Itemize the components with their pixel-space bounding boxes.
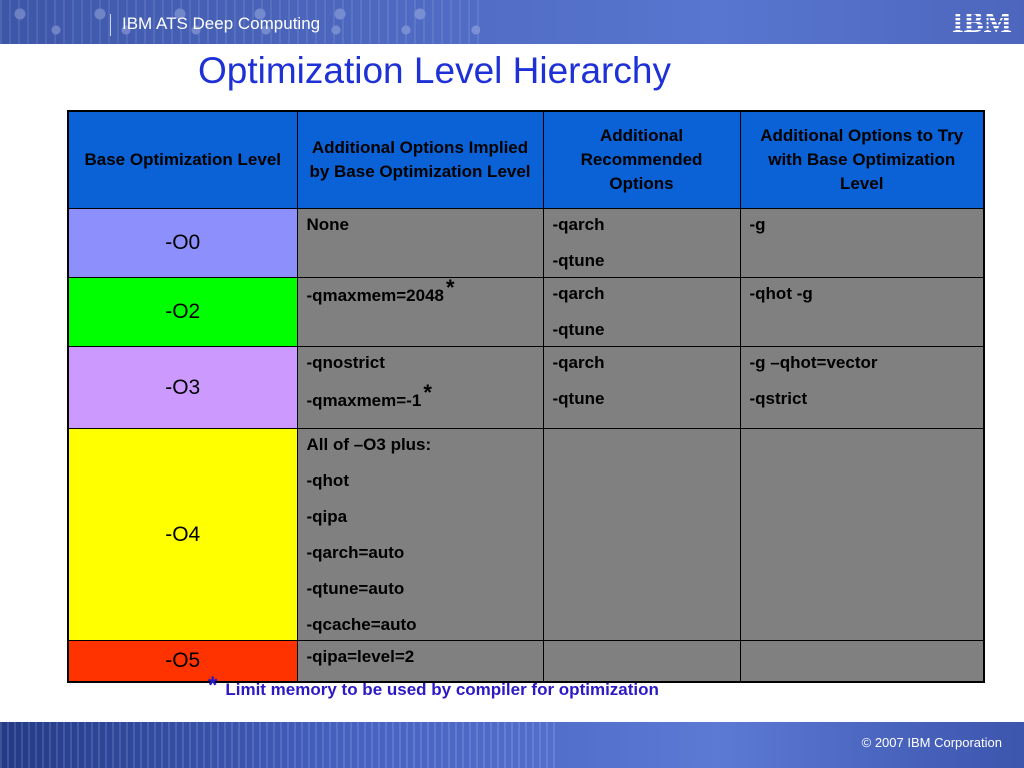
option-line — [307, 433, 535, 457]
recommended-options-cell — [543, 209, 740, 278]
option-text: -qcache=auto — [306, 615, 417, 634]
option-line — [553, 351, 732, 375]
option-text: -qmaxmem=-1 — [306, 391, 422, 410]
option-text: -qarch — [552, 284, 605, 303]
header-title: IBM ATS Deep Computing — [122, 14, 321, 33]
try-options-cell — [740, 278, 984, 347]
option-line — [307, 577, 535, 601]
header-separator — [110, 14, 111, 36]
option-line — [750, 387, 976, 411]
level-cell: -O2 — [68, 278, 297, 347]
option-text: -qarch — [552, 215, 605, 234]
option-text: -qhot — [306, 471, 349, 490]
option-text: -qmaxmem=2048 — [306, 286, 445, 305]
option-line — [307, 351, 535, 375]
column-header: Additional Options to Try with Base Optimization Level — [740, 111, 984, 209]
level-cell: -O0 — [68, 209, 297, 278]
try-options-cell — [740, 429, 984, 641]
recommended-options-cell — [543, 429, 740, 641]
option-line — [307, 505, 535, 529]
column-header: Additional Recommended Options — [543, 111, 740, 209]
implied-options-cell — [297, 275, 543, 347]
option-line — [553, 387, 732, 411]
option-text: -g — [749, 215, 766, 234]
option-line — [306, 380, 535, 413]
option-line — [750, 282, 976, 306]
option-text: -qtune=auto — [306, 579, 405, 598]
column-header: Base Optimization Level — [68, 111, 297, 209]
option-line — [307, 541, 535, 565]
implied-options-cell — [297, 347, 543, 429]
option-text: -qtune — [552, 389, 605, 408]
try-options-cell — [740, 347, 984, 429]
level-cell: -O4 — [68, 429, 297, 641]
option-text: -qtune — [552, 251, 605, 270]
implied-options-cell — [297, 209, 543, 278]
try-options-cell — [740, 209, 984, 278]
option-text: -qhot -g — [749, 284, 813, 303]
level-cell: -O5 — [68, 641, 297, 682]
table-row — [68, 429, 984, 641]
svg-text:IBM: IBM — [952, 6, 1012, 36]
option-line — [307, 645, 535, 669]
table-row — [68, 347, 984, 429]
option-text: -qarch=auto — [306, 543, 405, 562]
option-line — [553, 318, 732, 342]
option-text: All of –O3 plus: — [306, 435, 432, 454]
option-line — [307, 469, 535, 493]
table-row — [68, 209, 984, 278]
footnote-star: * — [208, 672, 218, 699]
option-line — [553, 213, 732, 237]
option-line — [750, 351, 976, 375]
option-text: -g –qhot=vector — [749, 353, 878, 372]
slide-title: Optimization Level Hierarchy — [198, 50, 671, 91]
footnote — [208, 674, 659, 702]
option-line — [307, 213, 535, 237]
footer-pattern — [0, 722, 560, 768]
column-header: Additional Options Implied by Base Optimization Level — [297, 111, 543, 209]
level-cell: -O3 — [68, 347, 297, 429]
footnote-marker: * — [446, 275, 455, 300]
ibm-logo-icon — [946, 6, 1018, 36]
option-line — [750, 213, 976, 237]
copyright: © 2007 IBM Corporation — [861, 735, 1002, 750]
optimization-table — [67, 110, 985, 683]
header-bar — [0, 0, 1024, 44]
option-text: None — [306, 215, 349, 234]
option-line — [306, 275, 535, 308]
option-line — [553, 282, 732, 306]
option-text: -qipa=level=2 — [306, 647, 415, 666]
try-options-cell — [740, 641, 984, 682]
option-text: -qtune — [552, 320, 605, 339]
option-text: -qstrict — [749, 389, 808, 408]
table-row — [68, 278, 984, 347]
option-text: -qarch — [552, 353, 605, 372]
option-line — [307, 613, 535, 637]
implied-options-cell — [297, 429, 543, 641]
option-text: -qipa — [306, 507, 348, 526]
footnote-marker: * — [423, 380, 432, 405]
footer-bar — [0, 722, 1024, 768]
recommended-options-cell — [543, 278, 740, 347]
footnote-text: Limit memory to be used by compiler for optimization — [225, 680, 659, 699]
option-line — [553, 249, 732, 273]
option-text: -qnostrict — [306, 353, 385, 372]
recommended-options-cell — [543, 347, 740, 429]
header-row — [68, 111, 984, 209]
